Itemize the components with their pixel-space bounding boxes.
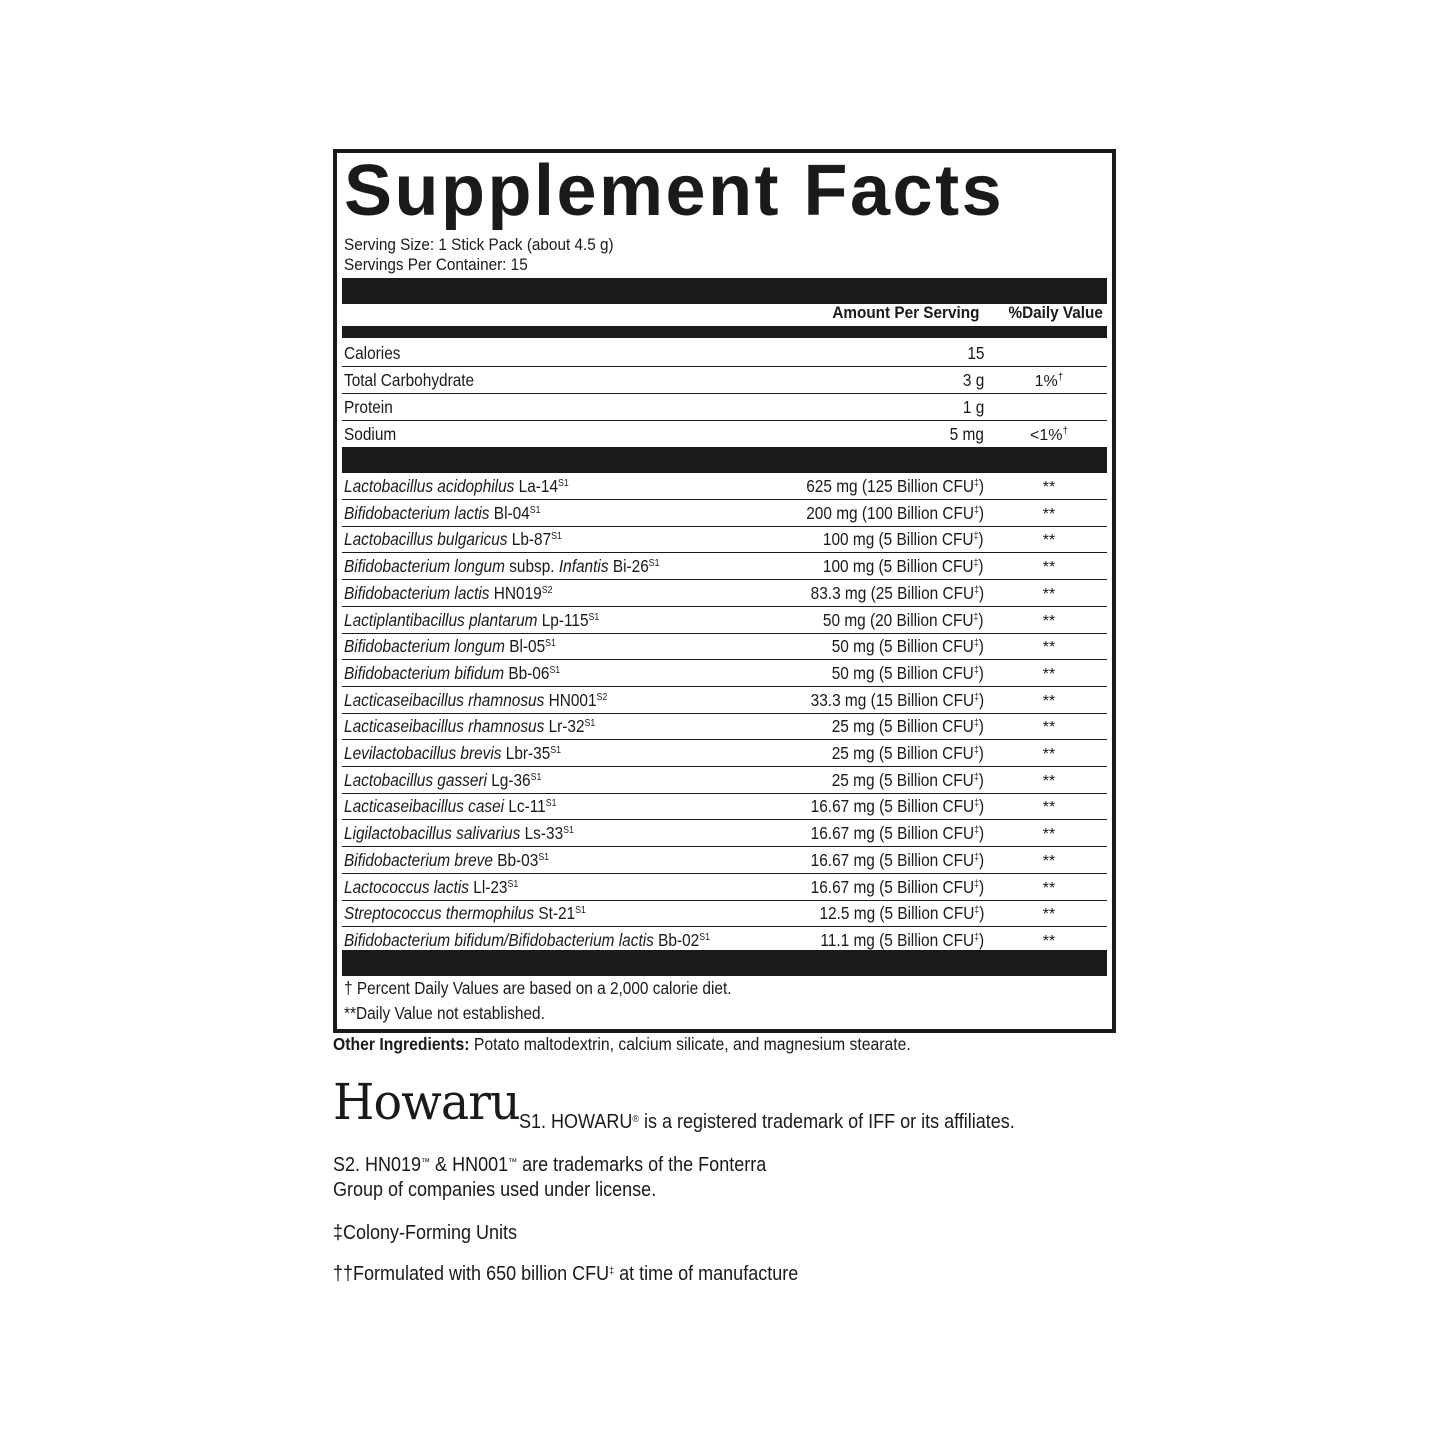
note-s2-part: & HN001 — [430, 1154, 509, 1176]
nutrient-name: Sodium — [344, 424, 397, 444]
strain-text: St-21 — [534, 903, 576, 924]
amount-text: 100 mg (5 Billion CFU — [823, 529, 974, 550]
probiotic-name — [344, 823, 574, 844]
howaru-logo: Howaru — [333, 1073, 520, 1131]
source-mark: S1 — [563, 825, 574, 837]
header-daily-value: %Daily Value — [1008, 303, 1103, 322]
daily-value-text: <1% — [1029, 427, 1063, 444]
probiotic-daily-value: ** — [1042, 692, 1056, 710]
table-row — [342, 740, 1107, 767]
amount-text: 16.67 mg (5 Billion CFU — [810, 796, 974, 817]
note-s1-prefix: S1. HOWARU — [519, 1111, 633, 1133]
panel-inner — [342, 153, 1107, 1029]
species-name: Bifidobacterium lactis — [344, 582, 490, 603]
double-dagger-mark: ‡ — [973, 745, 979, 756]
amount-text: 25 mg (5 Billion CFU — [831, 743, 974, 763]
source-mark: S2 — [596, 691, 608, 703]
probiotic-name — [344, 556, 660, 577]
amount-text: 83.3 mg (25 Billion CFU — [810, 582, 974, 603]
note-cfu: ‡Colony-Forming Units — [333, 1222, 518, 1244]
dagger-mark: † — [1062, 426, 1069, 437]
amount-text: 200 mg (100 Billion CFU — [806, 502, 974, 523]
source-mark: S1 — [530, 771, 542, 783]
table-row — [342, 394, 1107, 421]
amount-text: 100 mg (5 Billion CFU — [823, 556, 974, 577]
species-name: Levilactobacillus brevis — [344, 743, 502, 763]
probiotic-name — [344, 716, 595, 737]
strain-text: HN019 — [489, 582, 542, 603]
probiotic-name — [344, 636, 556, 657]
amount-text: 16.67 mg (5 Billion CFU — [810, 876, 974, 897]
probiotic-name — [344, 930, 710, 951]
amount-text: 16.67 mg (5 Billion CFU — [810, 823, 974, 844]
strain-text: Bb-03 — [492, 849, 539, 870]
strain-text: subsp. — [504, 556, 559, 577]
other-ingredients-label: Other Ingredients: — [333, 1034, 470, 1054]
table-row — [342, 847, 1107, 874]
source-mark: S1 — [588, 611, 600, 623]
probiotic-daily-value: ** — [1042, 852, 1056, 870]
source-mark: S1 — [575, 905, 586, 917]
species-name: Bifidobacterium longum — [344, 556, 505, 577]
strain-text: HN001 — [544, 689, 597, 710]
species-name: Streptococcus thermophilus — [344, 903, 535, 924]
note-s2 — [333, 1153, 766, 1178]
species-name: Bifidobacterium lactis — [344, 502, 490, 523]
probiotic-amount — [832, 663, 984, 684]
amount-text: 33.3 mg (15 Billion CFU — [810, 689, 974, 710]
strain-text: Bb-02 — [653, 929, 700, 950]
source-mark: S1 — [549, 664, 561, 676]
source-mark: S1 — [529, 504, 541, 516]
table-row — [342, 660, 1107, 687]
source-mark: S1 — [550, 745, 562, 756]
probiotic-name — [344, 796, 557, 817]
table-row — [342, 633, 1107, 660]
nutrient-amount: 3 g — [962, 370, 984, 390]
amount-close: ) — [978, 876, 984, 897]
strain-text: Bl-04 — [489, 502, 530, 523]
nutrient-daily-value — [1024, 373, 1074, 391]
nutrient-name: Total Carbohydrate — [344, 370, 475, 390]
amount-close: ) — [978, 502, 984, 523]
species-name: Bifidobacterium longum — [344, 636, 505, 657]
double-dagger-mark: ‡ — [973, 638, 979, 650]
probiotic-name — [344, 663, 560, 684]
strain-text: Ls-33 — [520, 823, 564, 844]
species-name: Ligilactobacillus salivarius — [344, 823, 521, 844]
note-s2-part: are trademarks of the Fonterra — [517, 1154, 767, 1176]
table-row — [342, 553, 1107, 580]
source-mark: S2 — [541, 584, 553, 596]
probiotic-daily-value: ** — [1042, 665, 1056, 683]
amount-close: ) — [978, 903, 984, 924]
double-dagger-mark: ‡ — [973, 584, 979, 596]
amount-close: ) — [978, 556, 984, 577]
amount-text: 16.67 mg (5 Billion CFU — [810, 849, 974, 870]
probiotic-name — [344, 743, 561, 764]
source-mark: S1 — [558, 478, 569, 489]
amount-close: ) — [978, 716, 984, 737]
probiotic-name — [344, 529, 562, 550]
double-dagger-mark: ‡ — [973, 771, 979, 783]
probiotic-amount — [810, 796, 984, 817]
note-s2-part: S2. HN019 — [333, 1154, 422, 1176]
strain-text: Lp-115 — [537, 609, 589, 630]
probiotic-daily-value: ** — [1042, 585, 1056, 603]
probiotic-daily-value: ** — [1042, 932, 1056, 950]
table-row — [342, 340, 1107, 367]
strain-text: Lr-32 — [544, 716, 585, 737]
species-name: Lactobacillus acidophilus — [344, 476, 515, 496]
nutrient-name: Protein — [344, 397, 393, 417]
strain-text: Lbr-35 — [501, 743, 551, 763]
amount-text: 25 mg (5 Billion CFU — [831, 716, 974, 737]
table-row — [342, 421, 1107, 447]
probiotic-name — [344, 850, 549, 871]
double-dagger-mark: ‡ — [973, 691, 979, 703]
probiotic-amount — [832, 716, 984, 737]
header-amount: Amount Per Serving — [831, 303, 979, 322]
amount-close: ) — [978, 609, 984, 630]
amount-close: ) — [978, 476, 984, 496]
amount-text: 50 mg (5 Billion CFU — [831, 636, 974, 657]
nutrient-amount: 5 mg — [949, 424, 984, 444]
thick-divider — [342, 278, 1107, 304]
probiotic-amount — [832, 770, 984, 791]
species-name: Lacticaseibacillus rhamnosus — [344, 716, 545, 737]
species-name: Bifidobacterium bifidum/Bifidobacterium lactis — [344, 929, 654, 950]
trademark-mark: ™ — [508, 1157, 518, 1168]
amount-text: 25 mg (5 Billion CFU — [831, 769, 974, 790]
note-formulated-part: ††Formulated with 650 billion CFU — [333, 1263, 610, 1285]
double-dagger-mark: ‡ — [973, 504, 979, 516]
note-s2-line2: Group of companies used under license. — [333, 1179, 657, 1201]
thick-divider — [342, 447, 1107, 473]
strain-text: La-14 — [514, 476, 559, 496]
note-s1-suffix: is a registered trademark of IFF or its affiliates. — [638, 1111, 1015, 1133]
probiotic-daily-value: ** — [1042, 479, 1056, 496]
probiotic-amount — [806, 503, 984, 524]
double-dagger-mark: ‡ — [973, 478, 979, 489]
table-row — [342, 900, 1107, 927]
probiotic-name — [344, 903, 586, 924]
source-mark: S1 — [538, 851, 550, 863]
probiotic-daily-value: ** — [1042, 505, 1056, 523]
table-row — [342, 607, 1107, 634]
amount-close: ) — [978, 849, 984, 870]
species-name: Lacticaseibacillus casei — [344, 796, 505, 817]
source-mark: S1 — [507, 878, 519, 890]
amount-close: ) — [978, 582, 984, 603]
probiotic-daily-value: ** — [1042, 799, 1056, 817]
probiotic-daily-value: ** — [1042, 612, 1056, 630]
species-name: Lactococcus lactis — [344, 876, 469, 897]
amount-close: ) — [978, 662, 984, 683]
table-row — [342, 367, 1107, 394]
nutrient-amount: 15 — [966, 343, 984, 363]
probiotic-amount — [810, 690, 984, 711]
registered-mark: ® — [632, 1114, 639, 1125]
probiotic-daily-value: ** — [1042, 826, 1056, 844]
serving-size: Serving Size: 1 Stick Pack (about 4.5 g) — [344, 235, 614, 254]
strain-code: Bi-26 — [608, 556, 649, 577]
probiotic-amount — [810, 583, 984, 604]
amount-close: ) — [978, 823, 984, 844]
table-row — [342, 580, 1107, 607]
probiotic-daily-value: ** — [1042, 719, 1056, 737]
other-ingredients-text: Potato maltodextrin, calcium silicate, and magnesium stearate. — [469, 1034, 911, 1054]
amount-close: ) — [978, 529, 984, 550]
double-dagger-mark: ‡ — [973, 878, 979, 890]
table-row — [342, 713, 1107, 740]
source-mark: S1 — [545, 798, 557, 810]
note-formulated-part: at time of manufacture — [614, 1263, 799, 1285]
probiotic-daily-value: ** — [1042, 559, 1056, 577]
double-dagger-mark: ‡ — [973, 851, 979, 863]
double-dagger-mark: ‡ — [973, 825, 979, 837]
table-row — [342, 767, 1107, 794]
probiotic-amount — [823, 556, 984, 577]
source-mark: S1 — [699, 931, 710, 943]
amount-close: ) — [978, 796, 984, 817]
amount-close: ) — [978, 689, 984, 710]
nutrient-name: Calories — [344, 343, 401, 363]
probiotic-amount — [806, 476, 984, 497]
table-row — [342, 874, 1107, 901]
probiotic-amount — [823, 529, 984, 550]
probiotic-amount — [819, 903, 984, 924]
table-row — [342, 927, 1107, 953]
medium-divider — [342, 326, 1107, 338]
probiotic-amount — [810, 850, 984, 871]
amount-text: 50 mg (20 Billion CFU — [823, 609, 974, 630]
note-s1 — [519, 1110, 1015, 1135]
amount-text: 12.5 mg (5 Billion CFU — [819, 903, 974, 924]
probiotic-amount — [832, 636, 984, 657]
strain-text: Lc-11 — [504, 796, 546, 817]
probiotic-daily-value: ** — [1042, 532, 1056, 550]
daily-value-text: 1% — [1034, 373, 1058, 390]
table-row — [342, 526, 1107, 553]
table-row — [342, 473, 1107, 500]
table-row — [342, 687, 1107, 714]
footnote-dv-basis: † Percent Daily Values are based on a 2,000 calorie diet. — [344, 978, 732, 998]
panel-title: Supplement Facts — [344, 151, 1005, 231]
strain-text: Bb-06 — [504, 662, 550, 683]
strain-text: Lg-36 — [486, 769, 531, 790]
species-name: Bifidobacterium breve — [344, 849, 493, 870]
probiotic-amount — [810, 877, 984, 898]
strain-text: Ll-23 — [468, 876, 508, 897]
strain-text: Lb-87 — [507, 529, 552, 550]
species-name: Lactiplantibacillus plantarum — [344, 609, 538, 630]
species-name: Lacticaseibacillus rhamnosus — [344, 689, 545, 710]
species-name: Bifidobacterium bifidum — [344, 662, 505, 683]
double-dagger-mark: ‡ — [973, 531, 979, 543]
source-mark: S1 — [584, 718, 596, 730]
probiotic-name — [344, 690, 607, 711]
amount-text: 50 mg (5 Billion CFU — [831, 662, 974, 683]
supplement-facts-panel — [333, 149, 1116, 1033]
probiotic-name — [344, 583, 553, 604]
amount-close: ) — [978, 769, 984, 790]
probiotic-name — [344, 503, 541, 524]
double-dagger-mark: ‡ — [973, 611, 979, 623]
nutrient-daily-value — [1024, 427, 1074, 445]
table-row — [342, 500, 1107, 527]
double-dagger-mark: ‡ — [973, 718, 979, 730]
probiotic-name — [344, 610, 599, 631]
double-dagger-mark: ‡ — [973, 664, 979, 676]
subspecies-name: Infantis — [558, 556, 609, 577]
dagger-mark: † — [1057, 372, 1064, 383]
double-dagger-mark: ‡ — [973, 905, 979, 917]
double-dagger-mark: ‡ — [973, 558, 979, 570]
note-formulated — [333, 1262, 798, 1287]
thick-divider — [342, 950, 1107, 976]
probiotic-amount — [832, 743, 984, 764]
probiotic-name — [344, 877, 518, 898]
amount-close: ) — [978, 743, 984, 763]
strain-text: Bl-05 — [504, 636, 546, 657]
probiotic-name — [344, 476, 569, 497]
double-dagger-mark: ‡ — [609, 1266, 615, 1277]
double-dagger-mark: ‡ — [973, 798, 979, 810]
double-dagger-mark: ‡ — [973, 931, 979, 943]
probiotic-name — [344, 770, 541, 791]
probiotic-amount — [820, 930, 984, 951]
probiotic-amount — [823, 610, 984, 631]
probiotic-daily-value: ** — [1042, 746, 1056, 763]
servings-per-container: Servings Per Container: 15 — [344, 255, 528, 274]
probiotic-amount — [810, 823, 984, 844]
source-mark: S1 — [648, 558, 660, 570]
footnote-not-established: **Daily Value not established. — [344, 1003, 545, 1023]
source-mark: S1 — [545, 638, 556, 650]
probiotic-daily-value: ** — [1042, 906, 1056, 924]
table-row — [342, 793, 1107, 820]
probiotic-daily-value: ** — [1042, 772, 1056, 790]
amount-text: 11.1 mg (5 Billion CFU — [820, 929, 974, 950]
table-row — [342, 820, 1107, 847]
species-name: Lactobacillus bulgaricus — [344, 529, 508, 550]
amount-text: 625 mg (125 Billion CFU — [806, 476, 974, 496]
probiotic-daily-value: ** — [1042, 639, 1056, 657]
amount-close: ) — [978, 636, 984, 657]
amount-close: ) — [978, 929, 984, 950]
source-mark: S1 — [551, 531, 562, 543]
trademark-mark: ™ — [421, 1157, 431, 1168]
probiotic-daily-value: ** — [1042, 879, 1056, 897]
nutrient-amount: 1 g — [962, 397, 984, 417]
other-ingredients — [333, 1034, 911, 1055]
species-name: Lactobacillus gasseri — [344, 769, 487, 790]
